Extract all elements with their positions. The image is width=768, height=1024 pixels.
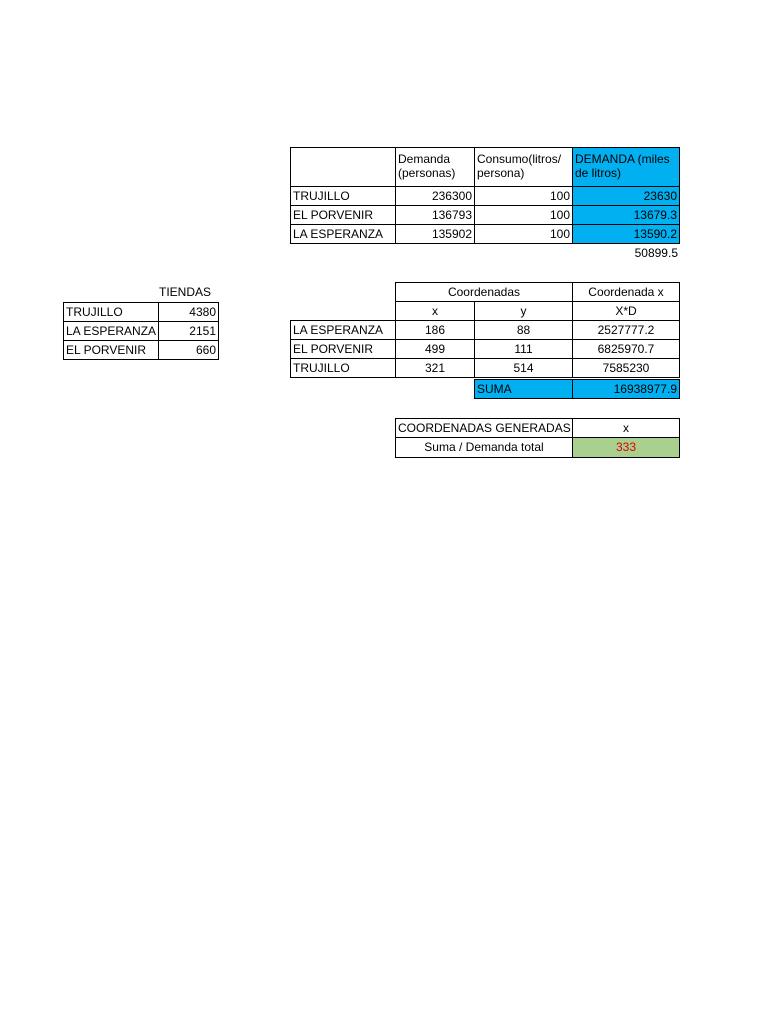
demand-header-miles: DEMANDA (miles de litros) xyxy=(572,147,680,187)
demand-row-name: LA ESPERANZA xyxy=(290,224,396,244)
coords-sub-x: x xyxy=(395,301,475,321)
coords-header-coord-x: Coordenada x xyxy=(572,282,680,302)
coords-row-x: 321 xyxy=(395,358,475,378)
coords-suma-label: SUMA xyxy=(474,379,573,399)
coords-row-y: 111 xyxy=(474,339,573,359)
tiendas-row-name: EL PORVENIR xyxy=(63,340,159,360)
demand-row-miles: 13590.2 xyxy=(572,224,680,244)
tiendas-row-name: TRUJILLO xyxy=(63,302,159,322)
demand-row-miles: 23630 xyxy=(572,186,680,206)
demand-row-miles: 13679.3 xyxy=(572,205,680,225)
demand-row-consumo: 100 xyxy=(474,205,573,225)
coords-sub-xd: X*D xyxy=(572,301,680,321)
coords-row-x: 186 xyxy=(395,320,475,340)
coords-suma-value: 16938977.9 xyxy=(572,379,680,399)
demand-header-empty xyxy=(290,147,396,187)
tiendas-row-name: LA ESPERANZA xyxy=(63,321,159,341)
generated-row-label: Suma / Demanda total xyxy=(395,437,573,458)
demand-row-demanda: 135902 xyxy=(395,224,475,244)
demand-total: 50899.5 xyxy=(634,246,678,260)
coords-row-y: 514 xyxy=(474,358,573,378)
coords-row-name: LA ESPERANZA xyxy=(290,320,396,340)
coords-row-xd: 7585230 xyxy=(572,358,680,378)
generated-header-label: COORDENADAS GENERADAS xyxy=(395,418,573,438)
demand-row-name: EL PORVENIR xyxy=(290,205,396,225)
coords-row-xd: 2527777.2 xyxy=(572,320,680,340)
tiendas-row-value: 660 xyxy=(158,340,219,360)
coords-row-xd: 6825970.7 xyxy=(572,339,680,359)
demand-row-consumo: 100 xyxy=(474,224,573,244)
coords-row-name: EL PORVENIR xyxy=(290,339,396,359)
demand-header-consumo: Consumo(litros/ persona) xyxy=(474,147,573,187)
coords-row-y: 88 xyxy=(474,320,573,340)
coords-row-name: TRUJILLO xyxy=(290,358,396,378)
generated-header-x: x xyxy=(572,418,680,438)
tiendas-title: TIENDAS xyxy=(158,285,211,299)
demand-row-demanda: 236300 xyxy=(395,186,475,206)
demand-header-demanda: Demanda (personas) xyxy=(395,147,475,187)
coords-sub-y: y xyxy=(474,301,573,321)
tiendas-row-value: 4380 xyxy=(158,302,219,322)
tiendas-row-value: 2151 xyxy=(158,321,219,341)
demand-row-consumo: 100 xyxy=(474,186,573,206)
demand-row-demanda: 136793 xyxy=(395,205,475,225)
coords-row-x: 499 xyxy=(395,339,475,359)
demand-row-name: TRUJILLO xyxy=(290,186,396,206)
coords-header-coordenadas: Coordenadas xyxy=(395,282,573,302)
generated-row-value: 333 xyxy=(572,437,680,458)
